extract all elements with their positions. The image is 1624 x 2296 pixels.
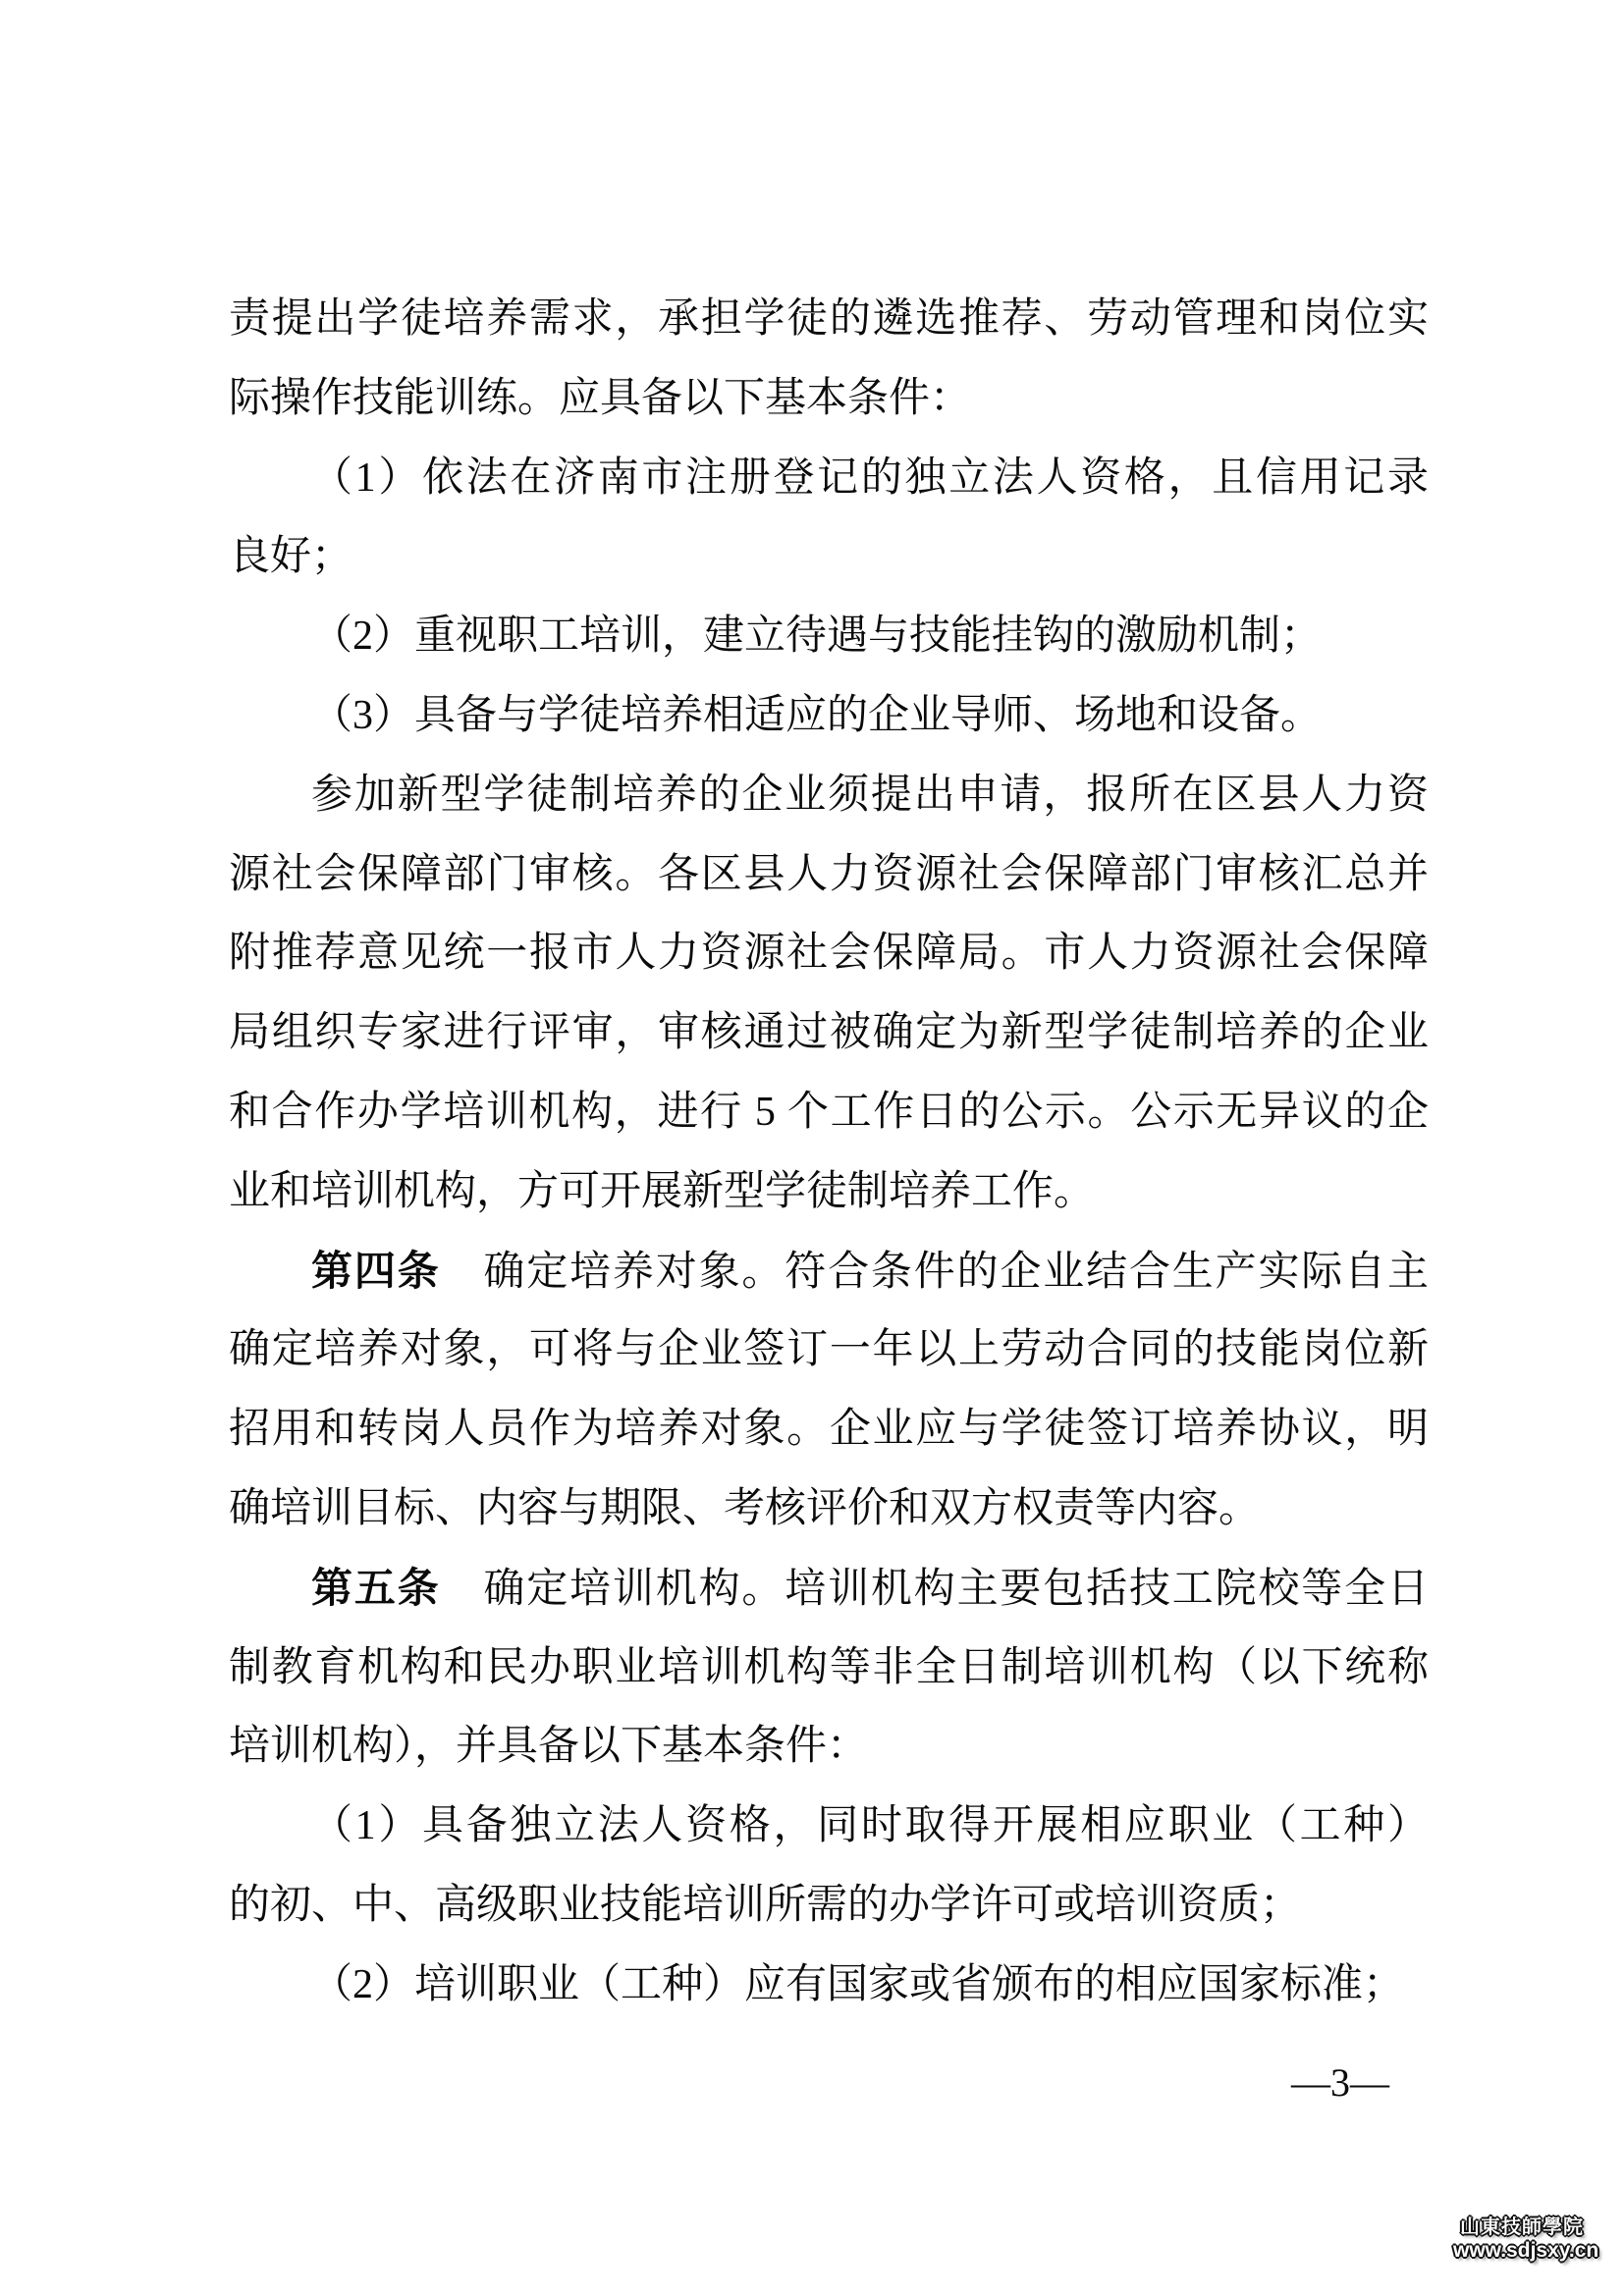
text-line: [229, 1787, 1429, 1866]
text-line: [229, 676, 1429, 756]
text-segment: （2）培训职业（工种）应有国家或省颁布的相应国家标准；: [311, 1961, 1405, 2007]
text-line: [229, 1549, 1429, 1629]
text-segment: 参加新型学徒制培养的企业须提出申请，报所在区县人力资: [311, 772, 1429, 818]
text-line: [229, 1390, 1429, 1469]
text-line: [229, 1310, 1429, 1390]
text-segment: 制教育机构和民办职业培训机构等非全日制培训机构（以下统称: [229, 1644, 1429, 1690]
document-body: [229, 280, 1429, 2025]
text-line: [229, 280, 1429, 359]
text-line: [229, 1629, 1429, 1708]
text-line: [229, 1152, 1429, 1232]
text-segment: （1）具备独立法人资格，同时取得开展相应职业（工种）: [311, 1803, 1429, 1849]
text-segment: 招用和转岗人员作为培养对象。企业应与学徒签订培养协议，明: [229, 1407, 1429, 1453]
text-line: [229, 1232, 1429, 1311]
text-line: [229, 597, 1429, 676]
text-segment: 确培训目标、内容与期限、考核评价和双方权责等内容。: [229, 1485, 1261, 1531]
text-segment: 源社会保障部门审核。各区县人力资源社会保障部门审核汇总并: [229, 851, 1429, 897]
text-segment: （1）依法在济南市注册登记的独立法人资格，且信用记录: [311, 454, 1429, 501]
watermark-url: www.sdjsxy.cn: [1453, 2239, 1599, 2262]
text-segment: 际操作技能训练。应具备以下基本条件：: [229, 375, 972, 421]
article-heading: 第四条: [311, 1247, 441, 1294]
text-segment: （2）重视职工培训，建立待遇与技能挂钩的激励机制；: [311, 614, 1323, 660]
text-segment: 确定培养对象，可将与企业签订一年以上劳动合同的技能岗位新: [229, 1327, 1429, 1373]
text-line: [229, 439, 1429, 518]
text-line: [229, 1946, 1429, 2025]
text-segment: 和合作办学培训机构，进行 5 个工作日的公示。公示无异议的企: [229, 1089, 1429, 1135]
text-segment: 责提出学徒培养需求，承担学徒的遴选推荐、劳动管理和岗位实: [229, 296, 1429, 342]
article-heading: 第五条: [311, 1564, 441, 1611]
text-segment: 附推荐意见统一报市人力资源社会保障局。市人力资源社会保障: [229, 931, 1429, 977]
text-segment: 良好；: [229, 534, 353, 580]
text-line: [229, 359, 1429, 439]
text-segment: 确定培养对象。符合条件的企业结合生产实际自主: [440, 1249, 1429, 1295]
text-segment: （3）具备与学徒培养相适应的企业导师、场地和设备。: [311, 692, 1323, 738]
text-line: [229, 835, 1429, 915]
text-segment: 确定培训机构。培训机构主要包括技工院校等全日: [440, 1566, 1429, 1612]
text-line: [229, 1707, 1429, 1787]
text-segment: 的初、中、高级职业技能培训所需的办学许可或培训资质；: [229, 1882, 1302, 1928]
text-line: [229, 993, 1429, 1073]
text-line: [229, 914, 1429, 993]
watermark-title: 山東技師學院: [1460, 2216, 1584, 2238]
text-line: [229, 1469, 1429, 1549]
text-segment: 业和培训机构，方可开展新型学徒制培养工作。: [229, 1168, 1096, 1214]
text-segment: 局组织专家进行评审，审核通过被确定为新型学徒制培养的企业: [229, 1010, 1429, 1056]
text-line: [229, 756, 1429, 835]
page-number: —3—: [1291, 2060, 1389, 2105]
watermark-logo: [1453, 2216, 1599, 2262]
text-line: [229, 517, 1429, 597]
text-line: [229, 1866, 1429, 1946]
text-line: [229, 1073, 1429, 1152]
text-segment: 培训机构），并具备以下基本条件：: [229, 1724, 869, 1770]
